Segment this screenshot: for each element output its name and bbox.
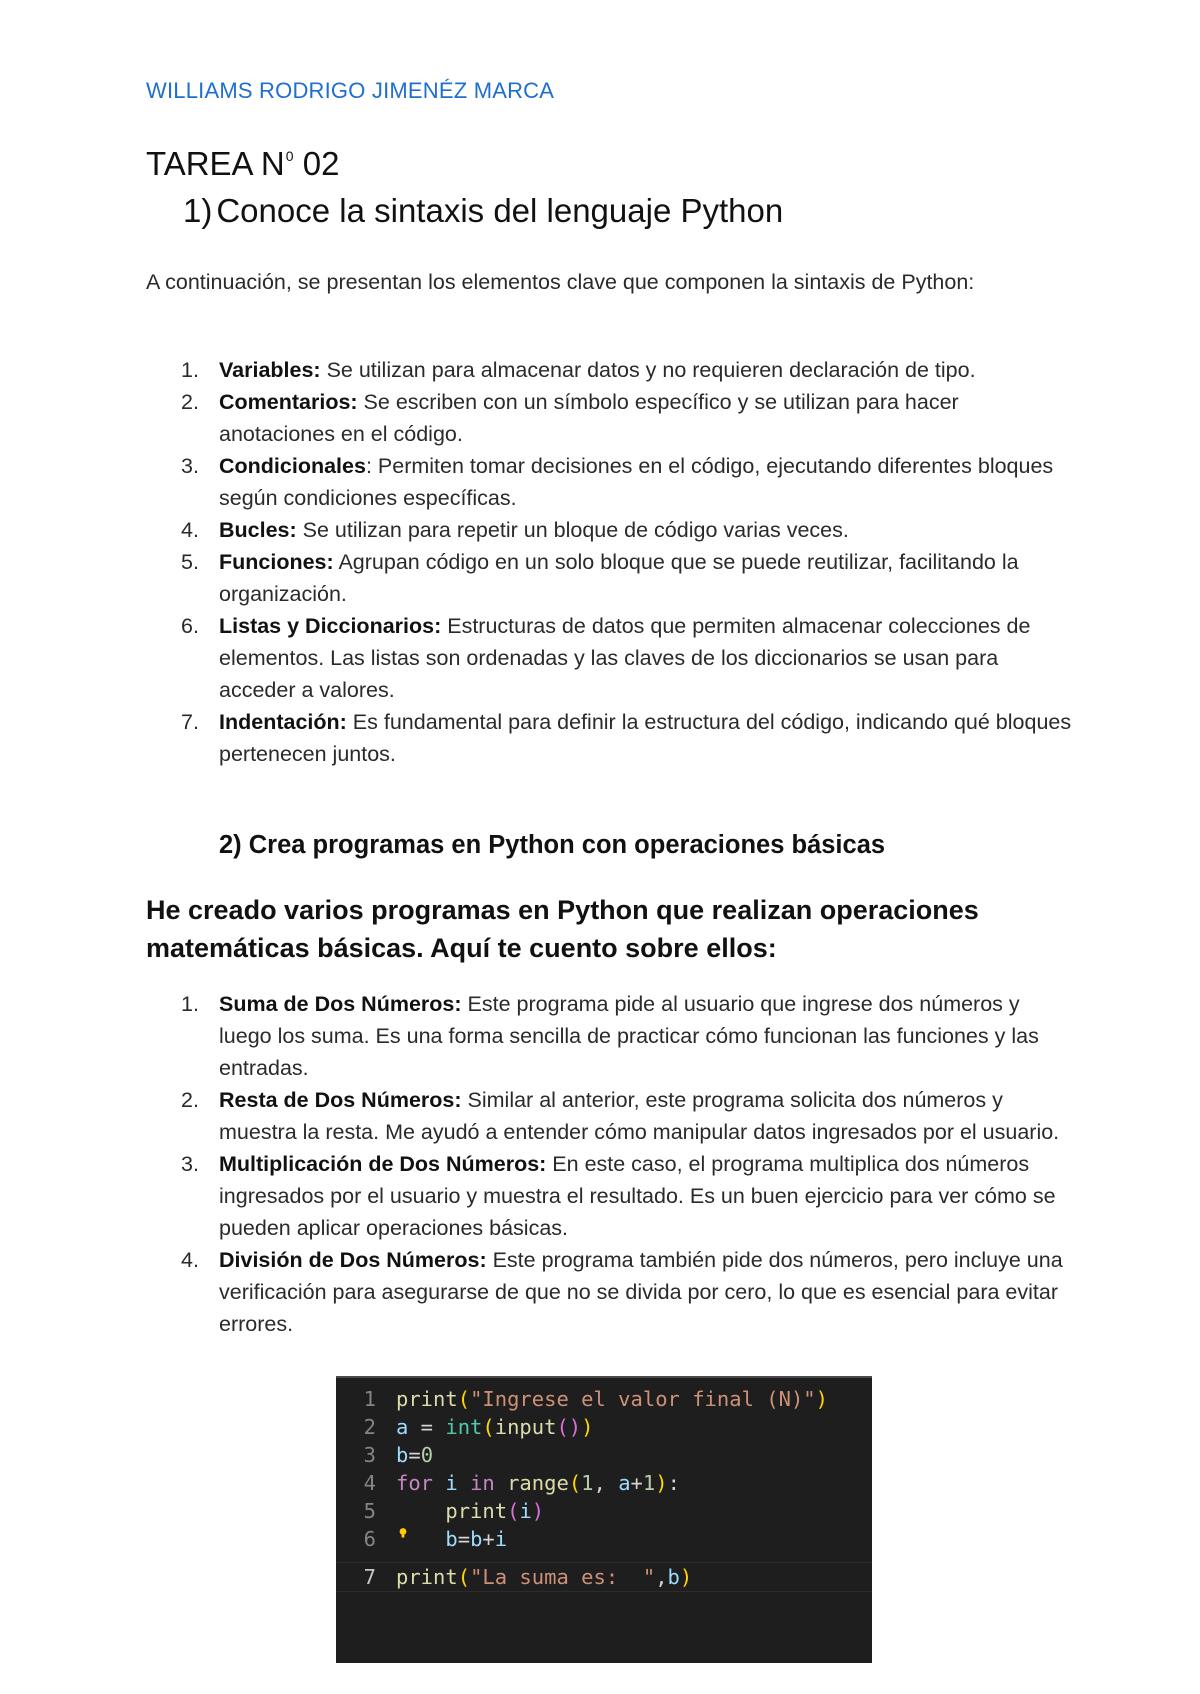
- list-item-description: Este programa pide al usuario que ingrese dos números y luego los suma. Es una forma sencilla de practicar cómo funcionan las funciones y las entradas.: [219, 992, 1039, 1080]
- code-token: i: [445, 1471, 458, 1495]
- code-line: [336, 1468, 872, 1498]
- code-token: [433, 1471, 445, 1495]
- list-item-term: Suma de Dos Números:: [219, 992, 462, 1016]
- syntax-elements-list: [146, 354, 1076, 770]
- list-item-term: Funciones:: [219, 550, 334, 574]
- code-token: =: [408, 1443, 421, 1467]
- code-token: +: [482, 1527, 495, 1551]
- line-number: 7: [363, 1565, 376, 1589]
- list-item-term: Indentación:: [219, 710, 347, 734]
- title-number: 02: [302, 145, 340, 182]
- list-item-term: Listas y Diccionarios:: [219, 614, 442, 638]
- line-number: 2: [363, 1415, 376, 1439]
- list-item: [146, 706, 1076, 770]
- list-item-term: Resta de Dos Números:: [219, 1088, 462, 1112]
- list-item-term: Comentarios:: [219, 390, 358, 414]
- code-token: ): [581, 1415, 594, 1439]
- code-line: [336, 1440, 872, 1470]
- programs-list: [146, 988, 1076, 1340]
- list-item-number: 6.: [181, 614, 199, 638]
- list-item-term: Variables:: [219, 358, 321, 382]
- list-item-number: 7.: [181, 710, 199, 734]
- list-item: [146, 546, 1076, 610]
- code-token: a: [618, 1471, 631, 1495]
- code-token: (: [507, 1499, 520, 1523]
- line-number: 4: [363, 1471, 376, 1495]
- code-text: [396, 1496, 544, 1526]
- list-item: [146, 514, 1076, 546]
- code-token: :: [667, 1471, 680, 1495]
- code-token: ,: [655, 1565, 668, 1589]
- title-text: TAREA N: [146, 145, 285, 182]
- code-token: b: [396, 1443, 409, 1467]
- code-token: [495, 1471, 507, 1495]
- code-text: [396, 1384, 828, 1414]
- code-token: print: [396, 1565, 458, 1589]
- code-token: int: [445, 1415, 483, 1439]
- code-token: [396, 1499, 445, 1523]
- code-token: input: [494, 1415, 557, 1439]
- code-editor-screenshot: [336, 1376, 872, 1663]
- section1-heading-text: Conoce la sintaxis del lenguaje Python: [216, 192, 784, 229]
- list-item-number: 4.: [181, 1248, 199, 1272]
- code-token: b: [667, 1565, 680, 1589]
- author-name: WILLIAMS RODRIGO JIMENÉZ MARCA: [146, 78, 555, 103]
- code-line: [336, 1384, 872, 1414]
- code-text: [396, 1524, 507, 1554]
- code-token: 1: [581, 1471, 594, 1495]
- list-item-term: Multiplicación de Dos Números:: [219, 1152, 547, 1176]
- list-item-description: Estructuras de datos que permiten almacenar colecciones de elementos. Las listas son ordenadas y las claves de los diccionarios se usan para acceder a valores.: [219, 614, 1031, 702]
- code-token: ): [531, 1499, 545, 1523]
- line-number: 6: [363, 1527, 376, 1551]
- code-token: in: [470, 1471, 495, 1495]
- line-number: 1: [363, 1387, 376, 1411]
- list-item-description: Se utilizan para repetir un bloque de código varias veces.: [296, 518, 849, 542]
- list-item-description: Este programa también pide dos números, pero incluye una verificación para asegurarse de que no se divida por cero, lo que es esencial para evitar errores.: [219, 1248, 1063, 1336]
- list-item: [146, 386, 1076, 450]
- code-token: (: [457, 1565, 471, 1589]
- list-item-number: 3.: [181, 454, 199, 478]
- list-item: [146, 1148, 1076, 1244]
- list-item-number: 5.: [181, 550, 199, 574]
- code-token: (: [457, 1387, 471, 1411]
- code-token: (: [482, 1415, 495, 1439]
- section1-heading: [183, 192, 783, 230]
- code-token: b: [470, 1527, 483, 1551]
- list-item: [146, 1244, 1076, 1340]
- section2-heading: 2) Crea programas en Python con operaciones básicas: [219, 831, 886, 859]
- list-item-number: 3.: [181, 1152, 199, 1176]
- list-item-number: 4.: [181, 518, 199, 542]
- code-token: (: [568, 1471, 582, 1495]
- list-item-number: 2.: [181, 1088, 199, 1112]
- code-token: +: [630, 1471, 643, 1495]
- code-token: ): [679, 1565, 693, 1589]
- code-token: 0: [420, 1443, 434, 1467]
- code-line: [336, 1496, 872, 1526]
- section1-intro: A continuación, se presentan los elementos clave que componen la sintaxis de Python:: [146, 270, 975, 294]
- code-line: [336, 1562, 872, 1592]
- list-item-number: 1.: [181, 992, 199, 1016]
- line-number: 5: [363, 1499, 376, 1523]
- code-token: =: [457, 1527, 471, 1551]
- code-token: [396, 1527, 445, 1551]
- list-item: [146, 354, 1076, 386]
- list-item-description: Similar al anterior, este programa solicita dos números y muestra la resta. Me ayudó a entender cómo manipular datos ingresados por el usuario.: [219, 1088, 1060, 1144]
- list-item: [146, 450, 1076, 514]
- list-item-term: Bucles:: [219, 518, 297, 542]
- code-token: range: [507, 1471, 569, 1495]
- list-item-description: : Permiten tomar decisiones en el código, ejecutando diferentes bloques según condiciones específicas.: [219, 454, 1054, 510]
- code-token: "La suma es: ": [470, 1565, 656, 1589]
- code-token: "Ingrese el valor final (N)": [470, 1387, 816, 1411]
- list-item-term: Condicionales: [219, 454, 366, 478]
- code-token: (): [556, 1415, 582, 1439]
- line-number: 3: [363, 1443, 376, 1467]
- code-token: ): [815, 1387, 828, 1411]
- code-token: i: [494, 1527, 508, 1551]
- assignment-title: [146, 145, 339, 183]
- code-token: print: [396, 1387, 458, 1411]
- list-item-term: División de Dos Números:: [219, 1248, 487, 1272]
- editor-top-border: [336, 1376, 872, 1378]
- list-item-description: Se utilizan para almacenar datos y no requieren declaración de tipo.: [320, 358, 976, 382]
- code-text: [396, 1412, 594, 1442]
- list-item-number: 2.: [181, 390, 199, 414]
- section1-number: 1): [183, 192, 213, 229]
- code-text: [396, 1468, 680, 1498]
- code-token: ,: [593, 1471, 619, 1495]
- list-item-number: 1.: [181, 358, 199, 382]
- code-text: [396, 1562, 692, 1592]
- title-superscript: 0: [285, 148, 294, 164]
- list-item-description: En este caso, el programa multiplica dos números ingresados por el usuario y muestra el resultado. Es un buen ejercicio para ver cómo se pueden aplicar operaciones básicas.: [219, 1152, 1056, 1240]
- list-item-description: Agrupan código en un solo bloque que se puede reutilizar, facilitando la organización.: [219, 550, 1019, 606]
- code-text: [396, 1440, 433, 1470]
- list-item: [146, 988, 1076, 1084]
- code-token: b: [445, 1527, 458, 1551]
- code-line: [336, 1412, 872, 1442]
- code-token: print: [445, 1499, 508, 1523]
- list-item: [146, 1084, 1076, 1148]
- code-token: =: [408, 1415, 446, 1439]
- list-item: [146, 610, 1076, 706]
- section2-lead: He creado varios programas en Python que realizan operaciones matemáticas básicas. Aquí te cuento sobre ellos:: [146, 895, 979, 963]
- code-token: a: [396, 1415, 409, 1439]
- code-token: i: [519, 1499, 532, 1523]
- code-token: for: [396, 1471, 434, 1495]
- code-line: [336, 1524, 872, 1554]
- code-token: [458, 1471, 470, 1495]
- code-token: ): [655, 1471, 668, 1495]
- list-item-description: Se escriben con un símbolo específico y se utilizan para hacer anotaciones en el código.: [219, 390, 959, 446]
- list-item-description: Es fundamental para definir la estructura del código, indicando qué bloques pertenecen juntos.: [219, 710, 1072, 766]
- code-token: 1: [642, 1471, 656, 1495]
